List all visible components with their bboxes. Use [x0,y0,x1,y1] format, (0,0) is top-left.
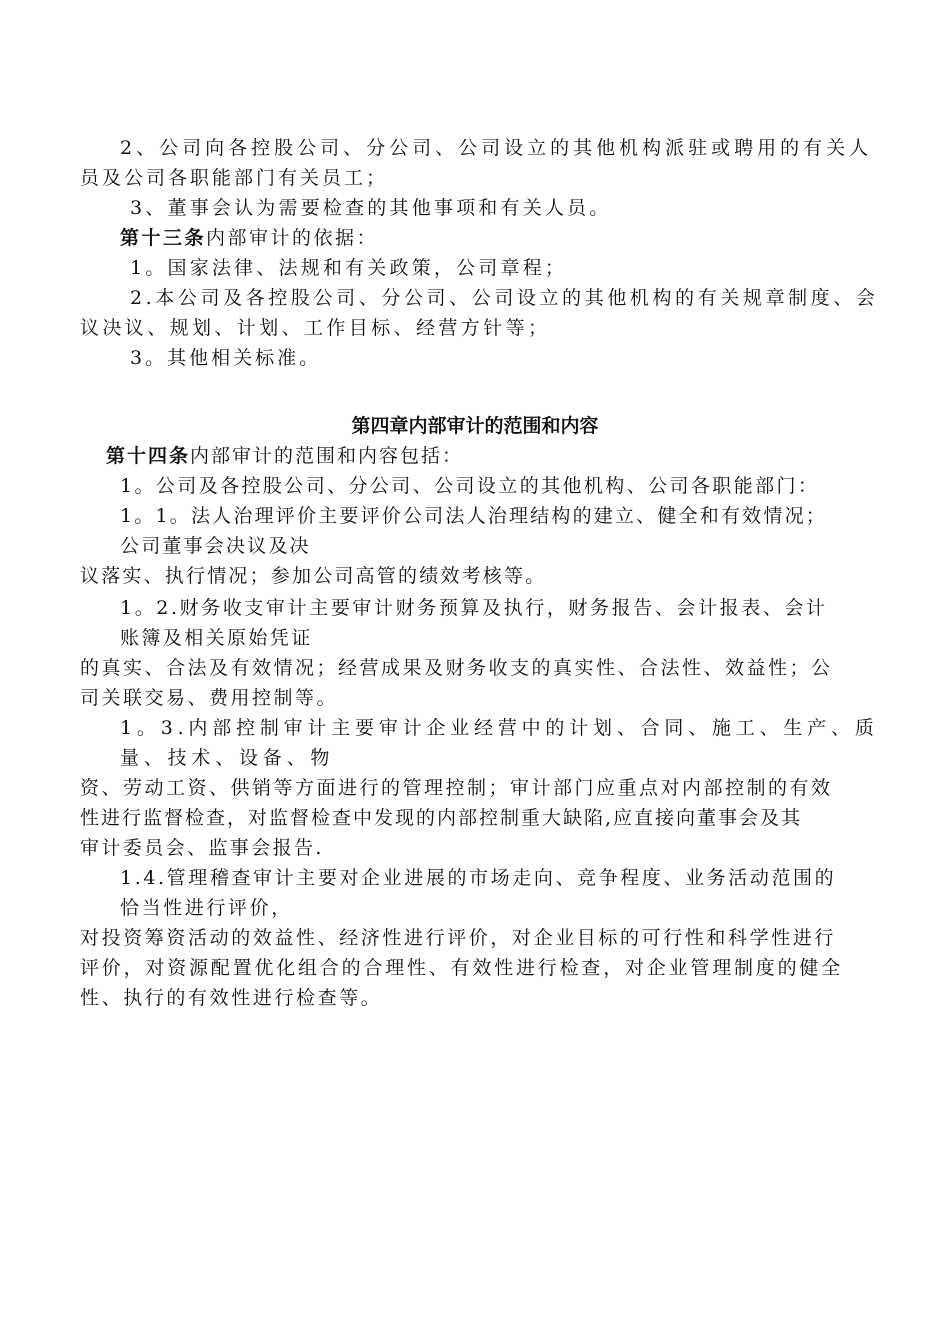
paragraph-line: 账簿及相关原始凭证 [120,627,313,649]
paragraph-line: 2.本公司及各控股公司、分公司、公司设立的其他机构的有关规章制度、会 [130,287,879,309]
paragraph-line: 1。公司及各控股公司、分公司、公司设立的其他机构、公司各职能部门： [120,475,820,497]
article-13-heading [120,226,378,250]
paragraph-line: 1。1。法人治理评价主要评价公司法人治理结构的建立、健全和有效情况； [120,505,827,527]
paragraph-line: 性、执行的有效性进行检查等。 [80,987,383,1009]
paragraph-line: 量、技术、设备、物 [120,747,335,769]
paragraph-line: 3、董事会认为需要检查的其他事项和有关人员。 [130,197,612,219]
paragraph-line: 司关联交易、费用控制等。 [80,687,339,709]
paragraph-line: 3。其他相关标准。 [130,347,322,369]
article-text: 内部审计的范围和内容包括： [190,445,464,467]
paragraph-line: 议决议、规划、计划、工作目标、经营方针等； [80,317,551,339]
chapter-title: 第四章内部审计的范围和内容 [351,415,599,437]
paragraph-line: 性进行监督检查，对监督检查中发现的内部控制重大缺陷,应直接向董事会及其 [80,807,803,829]
article-14-heading [106,444,463,468]
paragraph-line: 1。国家法律、法规和有关政策，公司章程； [130,257,568,279]
paragraph-line: 1。3.内部控制审计主要审计企业经营中的计划、合同、施工、生产、质 [120,717,879,739]
article-label: 第十三条 [120,227,207,249]
paragraph-line: 资、劳动工资、供销等方面进行的管理控制；审计部门应重点对内部控制的有效 [80,777,833,799]
paragraph-line: 1.4.管理稽查审计主要对企业进展的市场走向、竞争程度、业务活动范围的 [120,867,837,889]
paragraph-line: 评价，对资源配置优化组合的合理性、有效性进行检查，对企业管理制度的健全 [80,957,844,979]
paragraph-line: 的真实、合法及有效情况；经营成果及财务收支的真实性、合法性、效益性；公 [80,657,833,679]
paragraph-line: 2、公司向各控股公司、分公司、公司设立的其他机构派驻或聘用的有关人 [120,137,873,159]
paragraph-line: 恰当性进行评价， [120,897,293,919]
article-text: 内部审计的依据： [206,227,379,249]
paragraph-line: 审计委员会、监事会报告. [80,837,324,859]
paragraph-line: 对投资筹资活动的效益性、经济性进行评价，对企业目标的可行性和科学性进行 [80,927,837,949]
paragraph-line: 公司董事会决议及决 [120,535,311,557]
paragraph-line: 1。2.财务收支审计主要审计财务预算及执行，财务报告、会计报表、会计 [120,597,828,619]
paragraph-line: 员及公司各职能部门有关员工； [80,167,389,189]
article-label: 第十四条 [106,445,191,467]
paragraph-line: 议落实、执行情况；参加公司高管的绩效考核等。 [80,565,547,587]
